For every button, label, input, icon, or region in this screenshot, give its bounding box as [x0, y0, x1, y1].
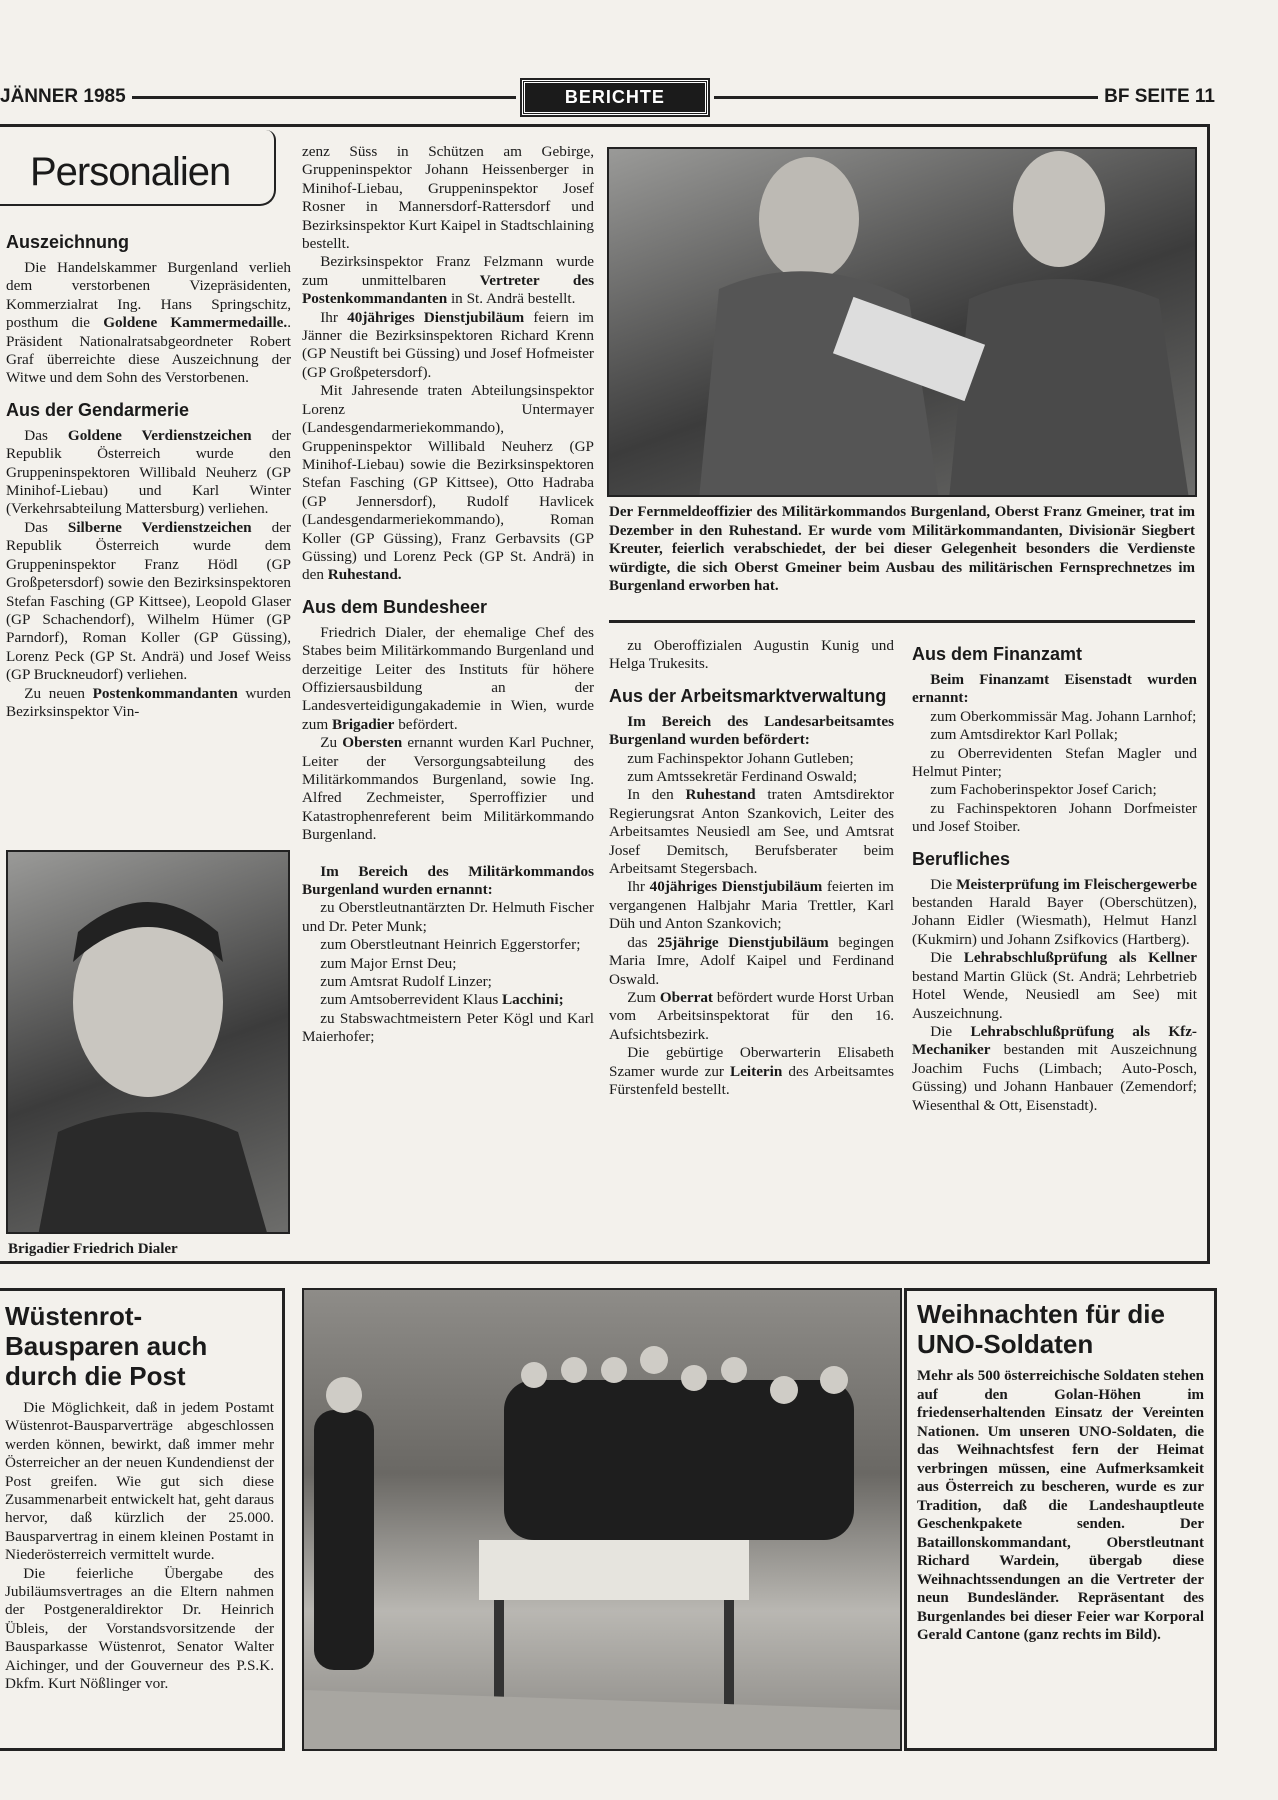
farewell-photo	[607, 147, 1197, 497]
text: Das	[24, 426, 68, 444]
text: wurden Bezirksinspektor Vin-	[6, 684, 291, 720]
text: feiern im Jänner die Bezirksinspektoren Richard Krenn (GP Neustift bei Güssing) und Josef Hofmeister (GP Großpetersdorf).	[302, 308, 594, 381]
text: bestand Martin Glück (St. Andrä; Lehrbetrieb Hotel Wende, Neusiedl am See) mit Auszeichnung.	[912, 967, 1197, 1022]
text: bestanden mit Auszeichnung Joachim Fuchs (Limbach; Auto-Posch, Güssing) und Johann Hanbauer (Zemendorf; Wiesenthal & Ott, Eisenstadt).	[912, 1041, 1197, 1114]
paragraph	[302, 899, 594, 936]
personalien-heading-box	[0, 130, 276, 206]
wuestenrot-title: Wüstenrot-Bausparen auch durch die Post	[5, 1301, 208, 1391]
text: Bezirksinspektor Franz Felzmann wurde zum unmittelbaren	[302, 253, 594, 289]
text: Die Handelskammer Burgenland verlieh dem verstorbenen Vizepräsidenten, Kommerzialrat Ing. Hans Springschitz, posthum die	[6, 259, 291, 332]
subheading: Aus der Arbeitsmarktverwaltung	[609, 685, 887, 706]
paragraph	[609, 989, 894, 1044]
text: ernannt wurden Karl Puchner, Leiter der Versorgungsabteilung des Militärkommandos Burgenland, sowie Ing. Alfred Zechmeister, Sperroffizier und Katastrophenreferent beim Militärkommando Burgenland.	[302, 734, 594, 844]
paragraph	[912, 1023, 1197, 1115]
text: Zu neuen	[24, 684, 93, 702]
text: feierten im vergangenen Halbjahr Maria Trettler, Karl Düh und Anton Szankovich;	[609, 878, 894, 933]
text: zum Amtssekretär Ferdinand Oswald;	[627, 768, 858, 786]
paragraph	[609, 750, 894, 768]
page-header	[0, 80, 1215, 114]
portrait-figure	[8, 852, 290, 1234]
text: Zu	[320, 734, 343, 752]
text: Ihr	[320, 308, 348, 326]
text: zum Major Ernst Deu;	[320, 954, 457, 972]
subheading: Berufliches	[912, 848, 1011, 869]
paragraph	[6, 519, 291, 685]
bold-text: Brigadier	[331, 715, 395, 733]
bold-text: Postenkommandanten	[92, 684, 238, 702]
paragraph	[302, 863, 594, 900]
text: zum Amtsdirektor Karl Pollak;	[930, 726, 1118, 744]
text: Die Möglichkeit, daß in jedem Postamt Wüstenrot-Bausparverträge abgeschlossen werden können, bewirkt, daß immer mehr Österreicher an der neuen Kundendienst der Post greifen. Wie gut sich diese Zusammenarbeit entwickelt hat, geht daraus hervor, daß kürzlich der 25.000. Bausparvertrag in einem kleinen Postamt in Niederösterreich vermittelt wurde.	[5, 1399, 274, 1564]
text: Die feierliche Übergabe des Jubiläumsvertrages an die Eltern nahmen der Postgeneraldirektor Dr. Heinrich Übleis, der Vorstandsvorsitzende der Bausparkasse Wüstenrot, Senator Walter Aichinger, und der Gouverneur des P.S.K. Dkfm. Kurt Nößlinger vor.	[5, 1564, 274, 1693]
paragraph	[609, 786, 894, 878]
text: zu Oberoffizialen Augustin Kunig und Helga Trukesits.	[609, 637, 894, 673]
text: Mit Jahresende traten Abteilungsinspektor Lorenz Untermayer (Landesgendarmeriekommando), Gruppeninspektor Willibald Neuherz (GP Minihof-Liebau) sowie die Bezirksinspektoren Stefan Fasching (GP Kittsee), Otto Hadraba (GP Jennersdorf), Rudolf Havlicek (Landesgendarmeriekommando), Roman Koller (GP Güssing), Franz Gerbavsits (GP Güssing) und Lorenz Peck (GP St. Andrä) in den	[302, 382, 594, 584]
text: zum Oberstleutnant Heinrich Eggerstorfer;	[320, 936, 581, 954]
paragraph	[6, 427, 291, 519]
text: der Republik Österreich wurde dem Gruppeninspektor Franz Hödl (GP Großpetersdorf) sowie den Bezirksinspektoren Stefan Fasching (GP Kittsee), Leopold Glaser (GP Schachendorf), Wilhelm Hümer (GP Parndorf), Roman Koller (GP Güssing), Lorenz Peck (GP St. Andrä) und Josef Weiss (GP Bruckneudorf) verliehen.	[6, 518, 291, 684]
paragraph	[609, 713, 894, 750]
bold-text: Lacchini;	[502, 991, 564, 1009]
paragraph	[912, 726, 1197, 744]
text: Die gebürtige Oberwarterin Elisabeth Szamer wurde zur	[609, 1044, 894, 1080]
bold-text: Ruhestand	[685, 786, 756, 804]
text: traten Amtsdirektor Regierungsrat Anton Szankovich, Leiter des Arbeitsamtes Neusiedl am See, und Amtsrat Josef Demitsch, Berufsberater beim Arbeitsamt Stegersbach.	[609, 786, 894, 878]
text: zum Amtsrat Rudolf Linzer;	[320, 973, 492, 991]
paragraph	[302, 143, 594, 253]
farewell-photo-caption: Der Fernmeldeoffizier des Militärkommandos Burgenland, Oberst Franz Gmeiner, trat im Dezember in den Ruhestand. Er wurde vom Militärkommandanten, Divisionär Siegbert Kreuter, feierlich verabschiedet, der bei dieser Gelegenheit besonders die Verdienste würdigte, die sich Oberst Gmeiner beim Ausbau des militärischen Fernsprechnetzes im Burgenland erworben hat.	[609, 504, 1195, 594]
paragraph	[912, 949, 1197, 1023]
bold-text: Ruhestand.	[327, 566, 402, 584]
uno-body: Mehr als 500 österreichische Soldaten stehen auf den Golan-Höhen im friedenserhaltenden Einsatz der Vereinten Nationen. Um unseren UNO-Soldaten, die das Weihnachtsfest fern der Heimat verbringen müssen, eine Aufmerksamkeit aus Österreich zu bescheren, wurde es zur Tradition, daß die Landeshauptleute Geschenkpakete senden. Der Bataillonskommandant, Oberstleutnant Richard Wardein, übergab diese Weihnachtssendungen an die Vertreter der neun Bundesländer. Repräsentant des Burgenlandes bei dieser Feier war Korporal Gerald Cantone (ganz rechts im Bild).	[917, 1368, 1204, 1643]
section-badge: BERICHTE	[522, 80, 708, 115]
text: bestanden Harald Bayer (Oberschützen), Johann Eidler (Wiesmath), Helmut Hanzl (Kukmirn) und Johann Zsifkovics (Hartberg).	[912, 894, 1197, 948]
bold-text: 40jähriges Dienstjubiläum	[347, 308, 525, 326]
bold-text: Meisterprüfung im Fleischergewerbe	[956, 875, 1197, 893]
text: zu Oberrevidenten Stefan Magler und Helmut Pinter;	[912, 744, 1197, 781]
bold-text: Lehrabschlußprüfung als Kellner	[963, 949, 1197, 967]
text: begingen Maria Imre, Adolf Kaipel und Ferdinand Oswald.	[609, 933, 894, 988]
text: des Arbeitsamtes Fürstenfeld bestellt.	[609, 1062, 894, 1098]
paragraph	[5, 1399, 274, 1565]
bold-text: Oberrat	[659, 988, 713, 1006]
bold-text: Goldene Verdienstzeichen	[67, 426, 252, 444]
text: . Präsident Nationalratsabgeordneter Robert Graf überreichte diese Auszeichnung der Witwe und dem Sohn des Verstorbenen.	[6, 314, 292, 387]
article-column-1	[6, 220, 291, 721]
paragraph	[5, 1565, 274, 1694]
paragraph	[302, 1010, 594, 1047]
subheading: Aus dem Finanzamt	[912, 644, 1083, 664]
article-column-2	[302, 143, 594, 1047]
uno-article	[904, 1288, 1217, 1751]
section-title: Personalien	[30, 150, 231, 194]
portrait-caption: Brigadier Friedrich Dialer	[8, 1241, 178, 1257]
paragraph	[912, 781, 1197, 799]
text: Das	[24, 518, 68, 536]
text: Die	[930, 875, 957, 893]
text: zum Amtsoberrevident Klaus	[320, 991, 503, 1009]
paragraph	[912, 800, 1197, 837]
wuestenrot-body	[5, 1399, 274, 1694]
bold-text: Leiterin	[730, 1062, 783, 1080]
text: Die	[930, 1022, 971, 1040]
portrait-photo	[6, 850, 290, 1234]
subheading: Aus der Gendarmerie	[6, 399, 190, 420]
text: zum Oberkommissär Mag. Johann Larnhof;	[930, 707, 1197, 725]
subheading: Auszeichnung	[6, 232, 130, 252]
paragraph	[302, 253, 594, 308]
text: zum Fachoberinspektor Josef Carich;	[930, 781, 1157, 799]
wuestenrot-article	[0, 1288, 285, 1751]
page-number: BF SEITE 11	[1104, 86, 1215, 107]
paragraph	[609, 878, 894, 933]
text: Friedrich Dialer, der ehemalige Chef des Stabes beim Militärkommando Burgenland und derzeitige Leiter des Instituts für höhere Offiziersausbildung an der Landesverteidigungakademie in Wien, wurde zum	[302, 623, 594, 733]
bold-text: 40jähriges Dienstjubiläum	[649, 878, 823, 896]
bold-text: Vertreter des Postenkommandanten	[302, 271, 595, 308]
soldiers-group-figure	[304, 1290, 902, 1751]
bold-text: Silberne Verdienstzeichen	[67, 518, 252, 536]
uno-title: Weihnachten für die UNO-Soldaten	[917, 1299, 1165, 1359]
paragraph	[609, 934, 894, 989]
paragraph	[609, 637, 894, 674]
issue-date: JÄNNER 1985	[0, 86, 126, 107]
article-column-4	[912, 632, 1197, 1115]
paragraph	[302, 936, 594, 954]
paragraph	[912, 671, 1197, 708]
paragraph	[302, 991, 594, 1009]
paragraph	[912, 876, 1197, 950]
paragraph	[302, 734, 594, 844]
bold-text: 25jährige Dienstjubiläum	[657, 933, 829, 951]
subheading: Aus dem Bundesheer	[302, 596, 488, 617]
text: befördert wurde Horst Urban vom Arbeitsinspektorat für den 16. Aufsichtsbezirk.	[609, 988, 894, 1043]
paragraph	[609, 1044, 894, 1099]
paragraph	[912, 708, 1197, 726]
officers-handshake-figure	[609, 149, 1197, 497]
paragraph	[302, 309, 594, 383]
paragraph	[302, 624, 594, 734]
bold-text: Obersten	[342, 734, 403, 752]
bold-text: Im Bereich des Landesarbeitsamtes Burgenland wurden befördert:	[609, 712, 894, 749]
text: der Republik Österreich wurde den Gruppeninspektoren Willibald Neuherz (GP Minihof-Liebau) und Karl Winter (Verkehrsabteilung Mattersburg) verliehen.	[6, 426, 291, 518]
bold-text: Goldene Kammermedaille.	[103, 314, 288, 332]
paragraph	[912, 745, 1197, 782]
bold-text: Lehrabschlußprüfung als Kfz-Mechaniker	[912, 1022, 1197, 1059]
text: Zum	[627, 988, 660, 1006]
text: In den	[627, 786, 686, 804]
text: zu Stabswachtmeistern Peter Kögl und Karl Maierhofer;	[302, 1009, 594, 1046]
text: Ihr	[627, 878, 650, 896]
divider	[714, 96, 1098, 99]
paragraph	[6, 259, 291, 388]
text: Die	[930, 949, 964, 967]
divider	[132, 96, 516, 99]
paragraph	[302, 973, 594, 991]
bold-text: Beim Finanzamt Eisenstadt wurden ernannt:	[912, 671, 1197, 707]
uno-soldiers-photo	[302, 1288, 902, 1751]
divider	[609, 620, 1195, 623]
bold-text: Im Bereich des Militärkommandos Burgenland wurden ernannt:	[302, 862, 594, 899]
text: zenz Süss in Schützen am Gebirge, Gruppeninspektor Johann Heissenberger in Minihof-Liebau, Gruppeninspektor Josef Rosner in Mannersdorf-Rattersdorf und Bezirksinspektor Kurt Kaipel in Stadtschlaining bestellt.	[302, 143, 594, 253]
text: zu Fachinspektoren Johann Dorfmeister und Josef Stoiber.	[912, 799, 1197, 836]
text: in St. Andrä bestellt.	[447, 290, 576, 308]
article-column-3	[609, 637, 894, 1099]
paragraph	[302, 955, 594, 973]
paragraph	[6, 685, 291, 722]
paragraph	[302, 382, 594, 584]
text: befördert.	[394, 715, 458, 733]
text: zum Fachinspektor Johann Gutleben;	[627, 749, 854, 767]
text: zu Oberstleutnantärzten Dr. Helmuth Fischer und Dr. Peter Munk;	[302, 899, 594, 935]
text: das	[627, 933, 658, 951]
paragraph	[609, 768, 894, 786]
